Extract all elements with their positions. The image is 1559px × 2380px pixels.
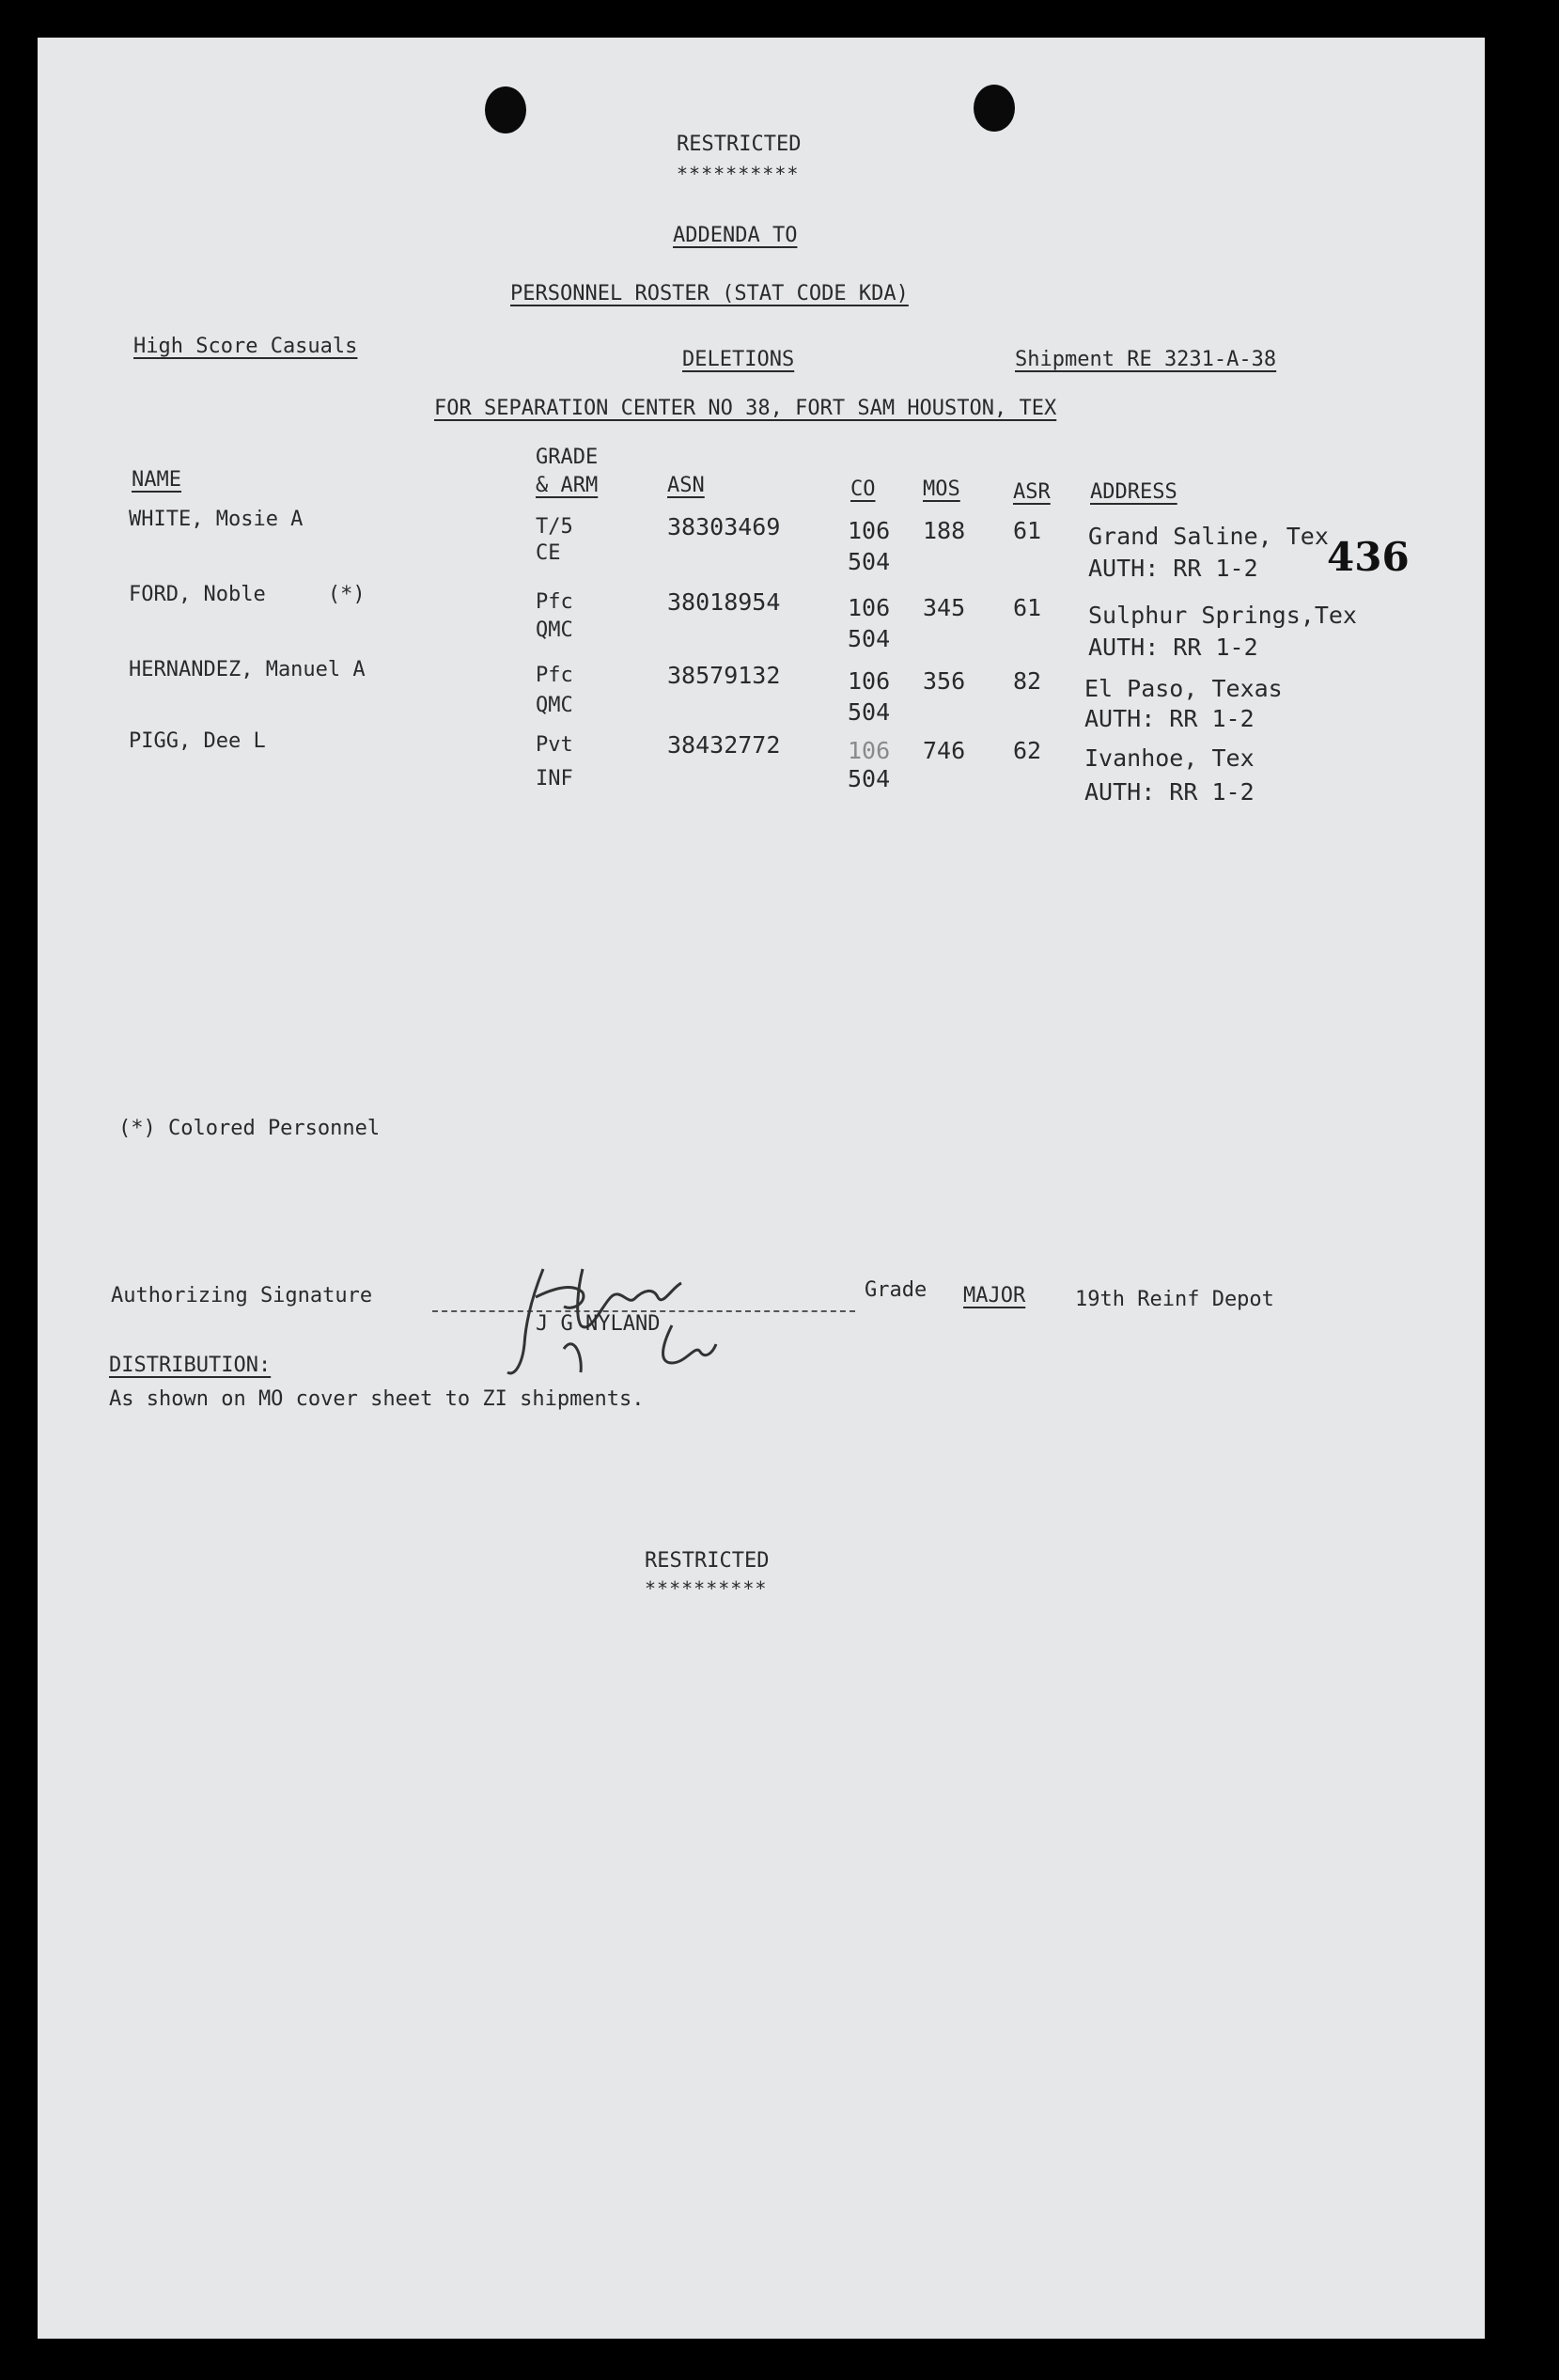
col-header-asn: ASN [667,474,705,497]
row-co: 106 [848,517,891,544]
row-address: Grand Saline, Tex [1088,523,1329,550]
footnote: (*) Colored Personnel [118,1117,381,1140]
row-arm: CE [536,541,561,565]
punch-hole-left [485,86,526,133]
distribution-text: As shown on MO cover sheet to ZI shipments. [109,1387,645,1411]
row-mos: 345 [923,594,966,621]
col-header-asr: ASR [1013,480,1051,504]
roster-title: PERSONNEL ROSTER (STAT CODE KDA) [510,282,909,305]
row-co-504: 504 [848,548,891,575]
row-address: Sulphur Springs,Tex [1088,602,1357,629]
row-grade: Pvt [536,733,573,757]
row-arm: INF [536,767,573,791]
destination-line: FOR SEPARATION CENTER NO 38, FORT SAM HOUSTON, TEX [434,397,1057,420]
row-asr: 62 [1013,737,1042,764]
row-asr: 61 [1013,594,1042,621]
group-label: High Score Casuals [133,335,358,358]
row-co-504: 504 [848,698,891,726]
col-header-co: CO [850,478,876,501]
row-asr: 82 [1013,667,1042,695]
row-asn: 38018954 [667,588,781,616]
row-name: PIGG, Dee L [129,729,266,753]
row-address: El Paso, Texas [1084,675,1283,702]
row-grade: Pfc [536,590,573,614]
section-label: DELETIONS [682,348,795,371]
row-arm: QMC [536,694,573,717]
classification-stars-top: ********** [677,163,800,185]
row-mos: 188 [923,517,966,544]
row-mos: 356 [923,667,966,695]
distribution-label: DISTRIBUTION: [109,1354,272,1377]
row-grade: Pfc [536,664,573,687]
punch-hole-right [974,85,1015,132]
classification-stars-bottom: ********** [645,1577,768,1600]
page-number-stamp: 436 [1327,534,1410,580]
col-header-name: NAME [132,468,181,492]
document-page [38,38,1485,2339]
col-header-grade: GRADE [536,446,599,469]
row-co-504: 504 [848,765,891,792]
row-arm: QMC [536,618,573,642]
row-mos: 746 [923,737,966,764]
signer-typed-name: J G NYLAND [536,1312,661,1336]
row-asr: 61 [1013,517,1042,544]
col-header-address: ADDRESS [1090,480,1177,504]
row-auth: AUTH: RR 1-2 [1088,555,1258,582]
row-co: 106 [848,737,891,764]
col-header-mos: MOS [923,478,960,501]
classification-bottom: RESTRICTED [645,1549,770,1573]
row-address: Ivanhoe, Tex [1084,744,1255,772]
row-auth: AUTH: RR 1-2 [1088,634,1258,661]
row-asn: 38432772 [667,731,781,759]
row-co: 106 [848,594,891,621]
row-auth: AUTH: RR 1-2 [1084,778,1255,806]
grade-label: Grade [865,1278,928,1302]
row-name: HERNANDEZ, Manuel A [129,658,366,681]
handwritten-signature [470,1231,771,1391]
addenda-heading: ADDENDA TO [673,224,798,247]
row-name: WHITE, Mosie A [129,508,304,531]
row-asn: 38303469 [667,513,781,540]
row-name: FORD, Noble (*) [129,583,366,606]
row-asn: 38579132 [667,662,781,689]
col-header-arm: & ARM [536,474,599,497]
row-auth: AUTH: RR 1-2 [1084,705,1255,732]
shipment-number: Shipment RE 3231-A-38 [1015,348,1277,371]
row-co-504: 504 [848,625,891,652]
signature-label: Authorizing Signature [111,1284,373,1307]
classification-top: RESTRICTED [677,133,802,156]
unit-name: 19th Reinf Depot [1075,1288,1274,1311]
grade-value: MAJOR [963,1284,1026,1307]
row-grade: T/5 [536,515,573,539]
row-co: 106 [848,667,891,695]
